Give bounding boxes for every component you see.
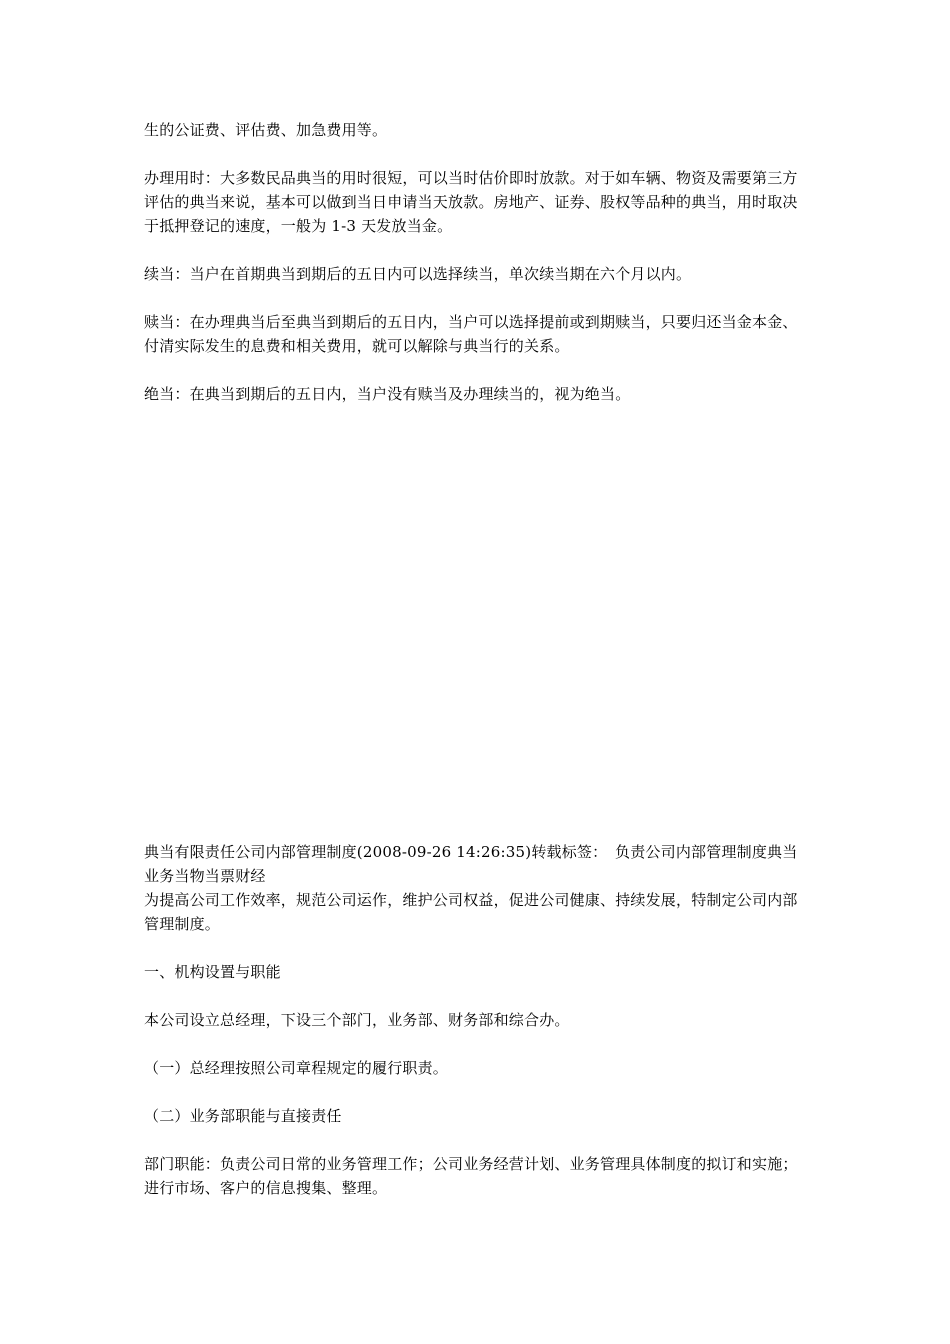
intro-paragraph: 为提高公司工作效率，规范公司运作，维护公司权益，促进公司健康、持续发展，特制定公司内部管理制度。 [144,891,798,933]
organization-paragraph: 本公司设立总经理，下设三个部门，业务部、财务部和综合办。 [144,1011,570,1029]
document-title-line: 典当有限责任公司内部管理制度(2008-09-26 14:26:35)转载标签： 负责公司内部管理制度典当业务当物当票财经 [144,843,798,885]
bottom-text-section [144,840,809,1200]
paragraph-redemption: 赎当：在办理典当后至典当到期后的五日内，当户可以选择提前或到期赎当，只要归还当金本金、付清实际发生的息费和相关费用，就可以解除与典当行的关系。 [144,313,798,355]
top-text-section [144,118,809,406]
department-functions-paragraph: 部门职能：负责公司日常的业务管理工作；公司业务经营计划、业务管理具体制度的拟订和实施；进行市场、客户的信息搜集、整理。 [144,1155,798,1197]
section-heading: 一、机构设置与职能 [144,963,281,981]
paragraph-processing-time: 办理用时：大多数民品典当的用时很短，可以当时估价即时放款。对于如车辆、物资及需要第三方评估的典当来说，基本可以做到当日申请当天放款。房地产、证券、股权等品种的典当，用时取决于抵押登记的速度，一般为 1-3 天发放当金。 [144,169,798,235]
paragraph-forfeiture: 绝当：在典当到期后的五日内，当户没有赎当及办理续当的，视为绝当。 [144,385,631,403]
paragraph-renewal: 续当：当户在首期典当到期后的五日内可以选择续当，单次续当期在六个月以内。 [144,265,692,283]
list-item-general-manager: （一）总经理按照公司章程规定的履行职责。 [144,1059,449,1077]
paragraph-fees: 生的公证费、评估费、加急费用等。 [144,121,388,139]
list-item-business-dept: （二）业务部职能与直接责任 [144,1107,342,1125]
